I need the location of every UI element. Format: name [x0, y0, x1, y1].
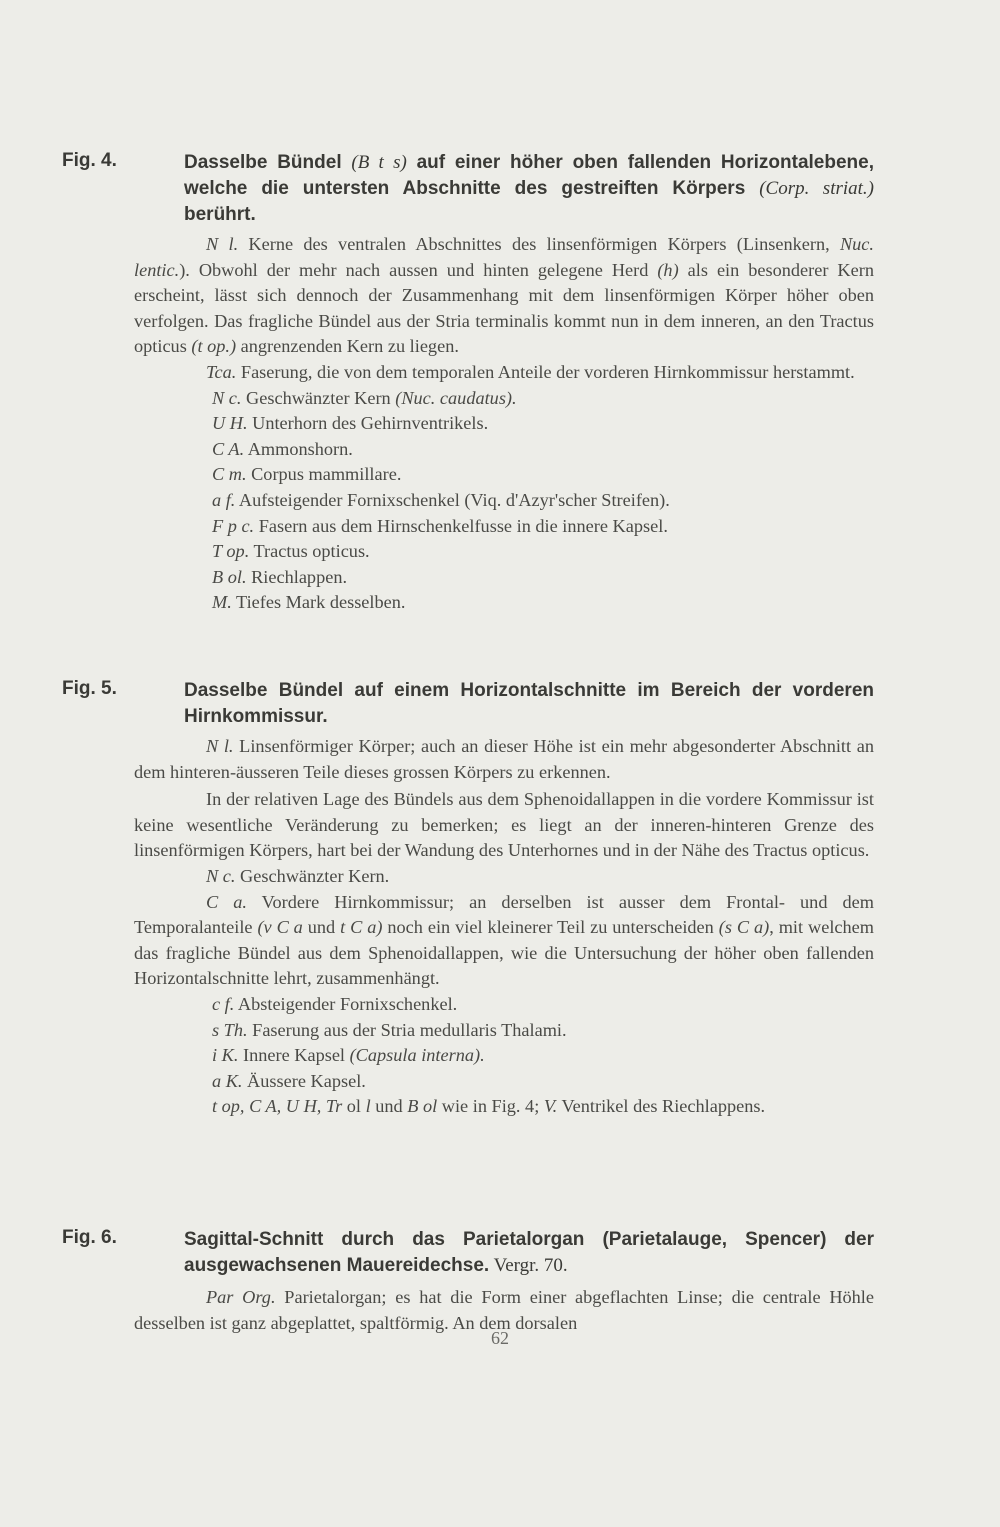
page-number: 62	[491, 1328, 509, 1348]
text: Aufsteigender Fornixschenkel (Viq. d'Azyr'scher Streifen).	[235, 489, 670, 510]
text: Äussere Kapsel.	[242, 1070, 366, 1091]
abbr: F p c.	[212, 515, 255, 536]
text: Absteigender Fornixschenkel.	[234, 993, 458, 1014]
text: noch ein viel kleinerer Teil zu unterscheiden	[382, 917, 719, 938]
abbr: M.	[212, 592, 232, 613]
text: Corpus mammillare.	[246, 464, 402, 485]
legend-item	[134, 514, 874, 540]
abbr: Nuc. lentic.	[134, 234, 874, 280]
fig-5-section	[62, 678, 874, 1120]
text: und	[370, 1096, 408, 1117]
abbr: C m.	[212, 464, 247, 485]
abbr: i K.	[212, 1045, 239, 1066]
fig-6-label: Fig. 6.	[62, 1227, 117, 1248]
fig-5-body	[134, 734, 874, 1120]
fig-4-title-text-2: auf einer höher oben fallenden Horizontalebene, welche die untersten Abschnitte des gestreiften Körpers	[184, 152, 874, 199]
text: Riechlappen.	[246, 566, 348, 587]
abbr: (Nuc. caudatus).	[395, 387, 517, 408]
fig-5-nc-paragraph	[134, 864, 874, 890]
abbr: c f.	[212, 993, 235, 1014]
abbr: (t op.)	[191, 336, 237, 357]
fig-6-title-text: Sagittal-Schnitt durch das Parietalorgan (Parietalauge, Spencer) der ausgewachsenen Mauereidechse.	[184, 1229, 874, 1276]
text: wie in Fig. 4;	[437, 1096, 544, 1117]
text: , mit welchem das fragliche Bündel aus dem Sphenoidallappen, wie die Untersuchung der höher oben fallenden Horizontalschnitte lehrt, zusammenhängt.	[134, 917, 875, 989]
text: angrenzenden Kern zu liegen.	[236, 336, 459, 357]
fig-5-nl-paragraph	[134, 734, 874, 785]
text: Faserung, die von dem temporalen Anteile der vorderen Hirnkommissur herstammt.	[236, 361, 855, 382]
abbr: N l.	[206, 736, 234, 756]
legend-item	[134, 437, 874, 463]
text: Ventrikel des Riechlappens.	[557, 1096, 766, 1117]
legend-item	[134, 539, 874, 565]
text: Fasern aus dem Hirnschenkelfusse in die innere Kapsel.	[254, 515, 668, 536]
text: Linsenförmiger Körper; auch an dieser Höhe ist ein mehr abgesonderter Abschnitt an dem hinteren-äusseren Teile dieses grossen Körpers zu erkennen.	[134, 736, 874, 782]
abbr: t op, C A, U H, Tr	[212, 1096, 343, 1117]
legend-item	[134, 1018, 874, 1044]
abbr: Par Org.	[206, 1287, 276, 1307]
abbr: B ol	[407, 1096, 438, 1117]
fig-4-body	[134, 232, 874, 616]
text: Geschwänzter Kern.	[235, 865, 390, 886]
abbr: s Th.	[212, 1019, 248, 1040]
fig-4-title-text-3: berührt.	[184, 204, 256, 225]
fig-4-title	[184, 150, 874, 228]
fig-6-section	[62, 1227, 874, 1336]
abbr: C a.	[206, 891, 247, 912]
abbr: B ol.	[212, 566, 247, 587]
abbr: a f.	[212, 489, 236, 510]
fig-5-ca-paragraph	[134, 890, 874, 992]
fig-4-label: Fig. 4.	[62, 150, 117, 171]
legend-item	[134, 411, 874, 437]
fig-6-title	[184, 1227, 874, 1279]
abbr: T op.	[212, 541, 250, 562]
abbr: (s C a)	[718, 917, 770, 938]
fig-4-title-abbr: (B t s)	[351, 152, 407, 173]
legend-item	[134, 386, 874, 412]
abbr: l	[365, 1096, 371, 1117]
fig-4-title-abbr-2: (Corp. striat.)	[759, 178, 874, 199]
fig-4-section	[62, 150, 874, 616]
legend-item	[134, 488, 874, 514]
text: Vordere Hirnkommissur; an derselben ist ausser dem Frontal- und dem Temporalanteile	[134, 891, 874, 938]
legend-item	[134, 992, 874, 1018]
text: als ein besonderer Kern erscheint, lässt sich dennoch der Zusammenhang mit dem linsenförmigen Körper höher oben verfolgen. Das fragliche Bündel aus der Stria terminalis kommt nun in dem inneren, an den Tractus opticus	[134, 259, 874, 357]
abbr: V.	[543, 1096, 558, 1117]
abbr: N c.	[206, 865, 236, 886]
text: und	[302, 917, 341, 938]
abbr-nl: N l.	[206, 234, 239, 254]
abbr: N c.	[212, 387, 242, 408]
fig-6-magnification: Vergr. 70.	[489, 1255, 568, 1276]
fig-5-title: Dasselbe Bündel auf einem Horizontalschnitte im Bereich der vorderen Hirnkommissur.	[184, 680, 874, 727]
abbr: U H.	[212, 413, 248, 434]
legend-item	[134, 590, 874, 616]
text: Tractus opticus.	[249, 541, 370, 562]
fig-4-tca-paragraph	[134, 360, 874, 386]
legend-item	[134, 1069, 874, 1095]
text: Geschwänzter Kern	[241, 387, 396, 408]
text: Unterhorn des Gehirnventrikels.	[247, 413, 489, 434]
text: Tiefes Mark desselben.	[231, 592, 406, 613]
text: Innere Kapsel	[238, 1045, 350, 1066]
fig-5-label: Fig. 5.	[62, 678, 117, 699]
abbr: (Capsula interna).	[349, 1045, 485, 1066]
text: ol	[342, 1096, 366, 1117]
text: ). Obwohl der mehr nach aussen und hinten gelegene Herd	[179, 259, 658, 280]
fig-4-nl-paragraph	[134, 232, 874, 360]
abbr-tca: Tca.	[206, 361, 237, 382]
fig-5-paragraph-2: In der relativen Lage des Bündels aus dem Sphenoidallappen in die vordere Kommissur ist keine wesentliche Veränderung zu bemerken; es liegt an der inneren-hinteren Grenze des linsenförmigen Körpers, hart bei der Wandung des Unterhornes und in der Nähe des Tractus opticus.	[134, 789, 874, 861]
abbr: C A.	[212, 438, 245, 459]
abbr: (h)	[657, 259, 679, 280]
text: Kerne des ventralen Abschnittes des linsenförmigen Körpers (Linsenkern,	[238, 234, 840, 254]
abbr: (v C a	[257, 917, 303, 938]
text: Parietalorgan; es hat die Form einer abgeflachten Linse; die centrale Höhle desselben ist ganz abgeplattet, spaltförmig. An dem dorsalen	[134, 1287, 874, 1333]
text: Ammonshorn.	[244, 438, 353, 459]
fig-5-last-paragraph	[134, 1094, 874, 1120]
abbr: t C a)	[340, 917, 383, 938]
text: Faserung aus der Stria medullaris Thalami.	[247, 1019, 567, 1040]
abbr: a K.	[212, 1070, 243, 1091]
legend-item	[134, 565, 874, 591]
fig-4-title-text: Dasselbe Bündel	[184, 152, 352, 173]
legend-item	[134, 462, 874, 488]
legend-item	[134, 1043, 874, 1069]
